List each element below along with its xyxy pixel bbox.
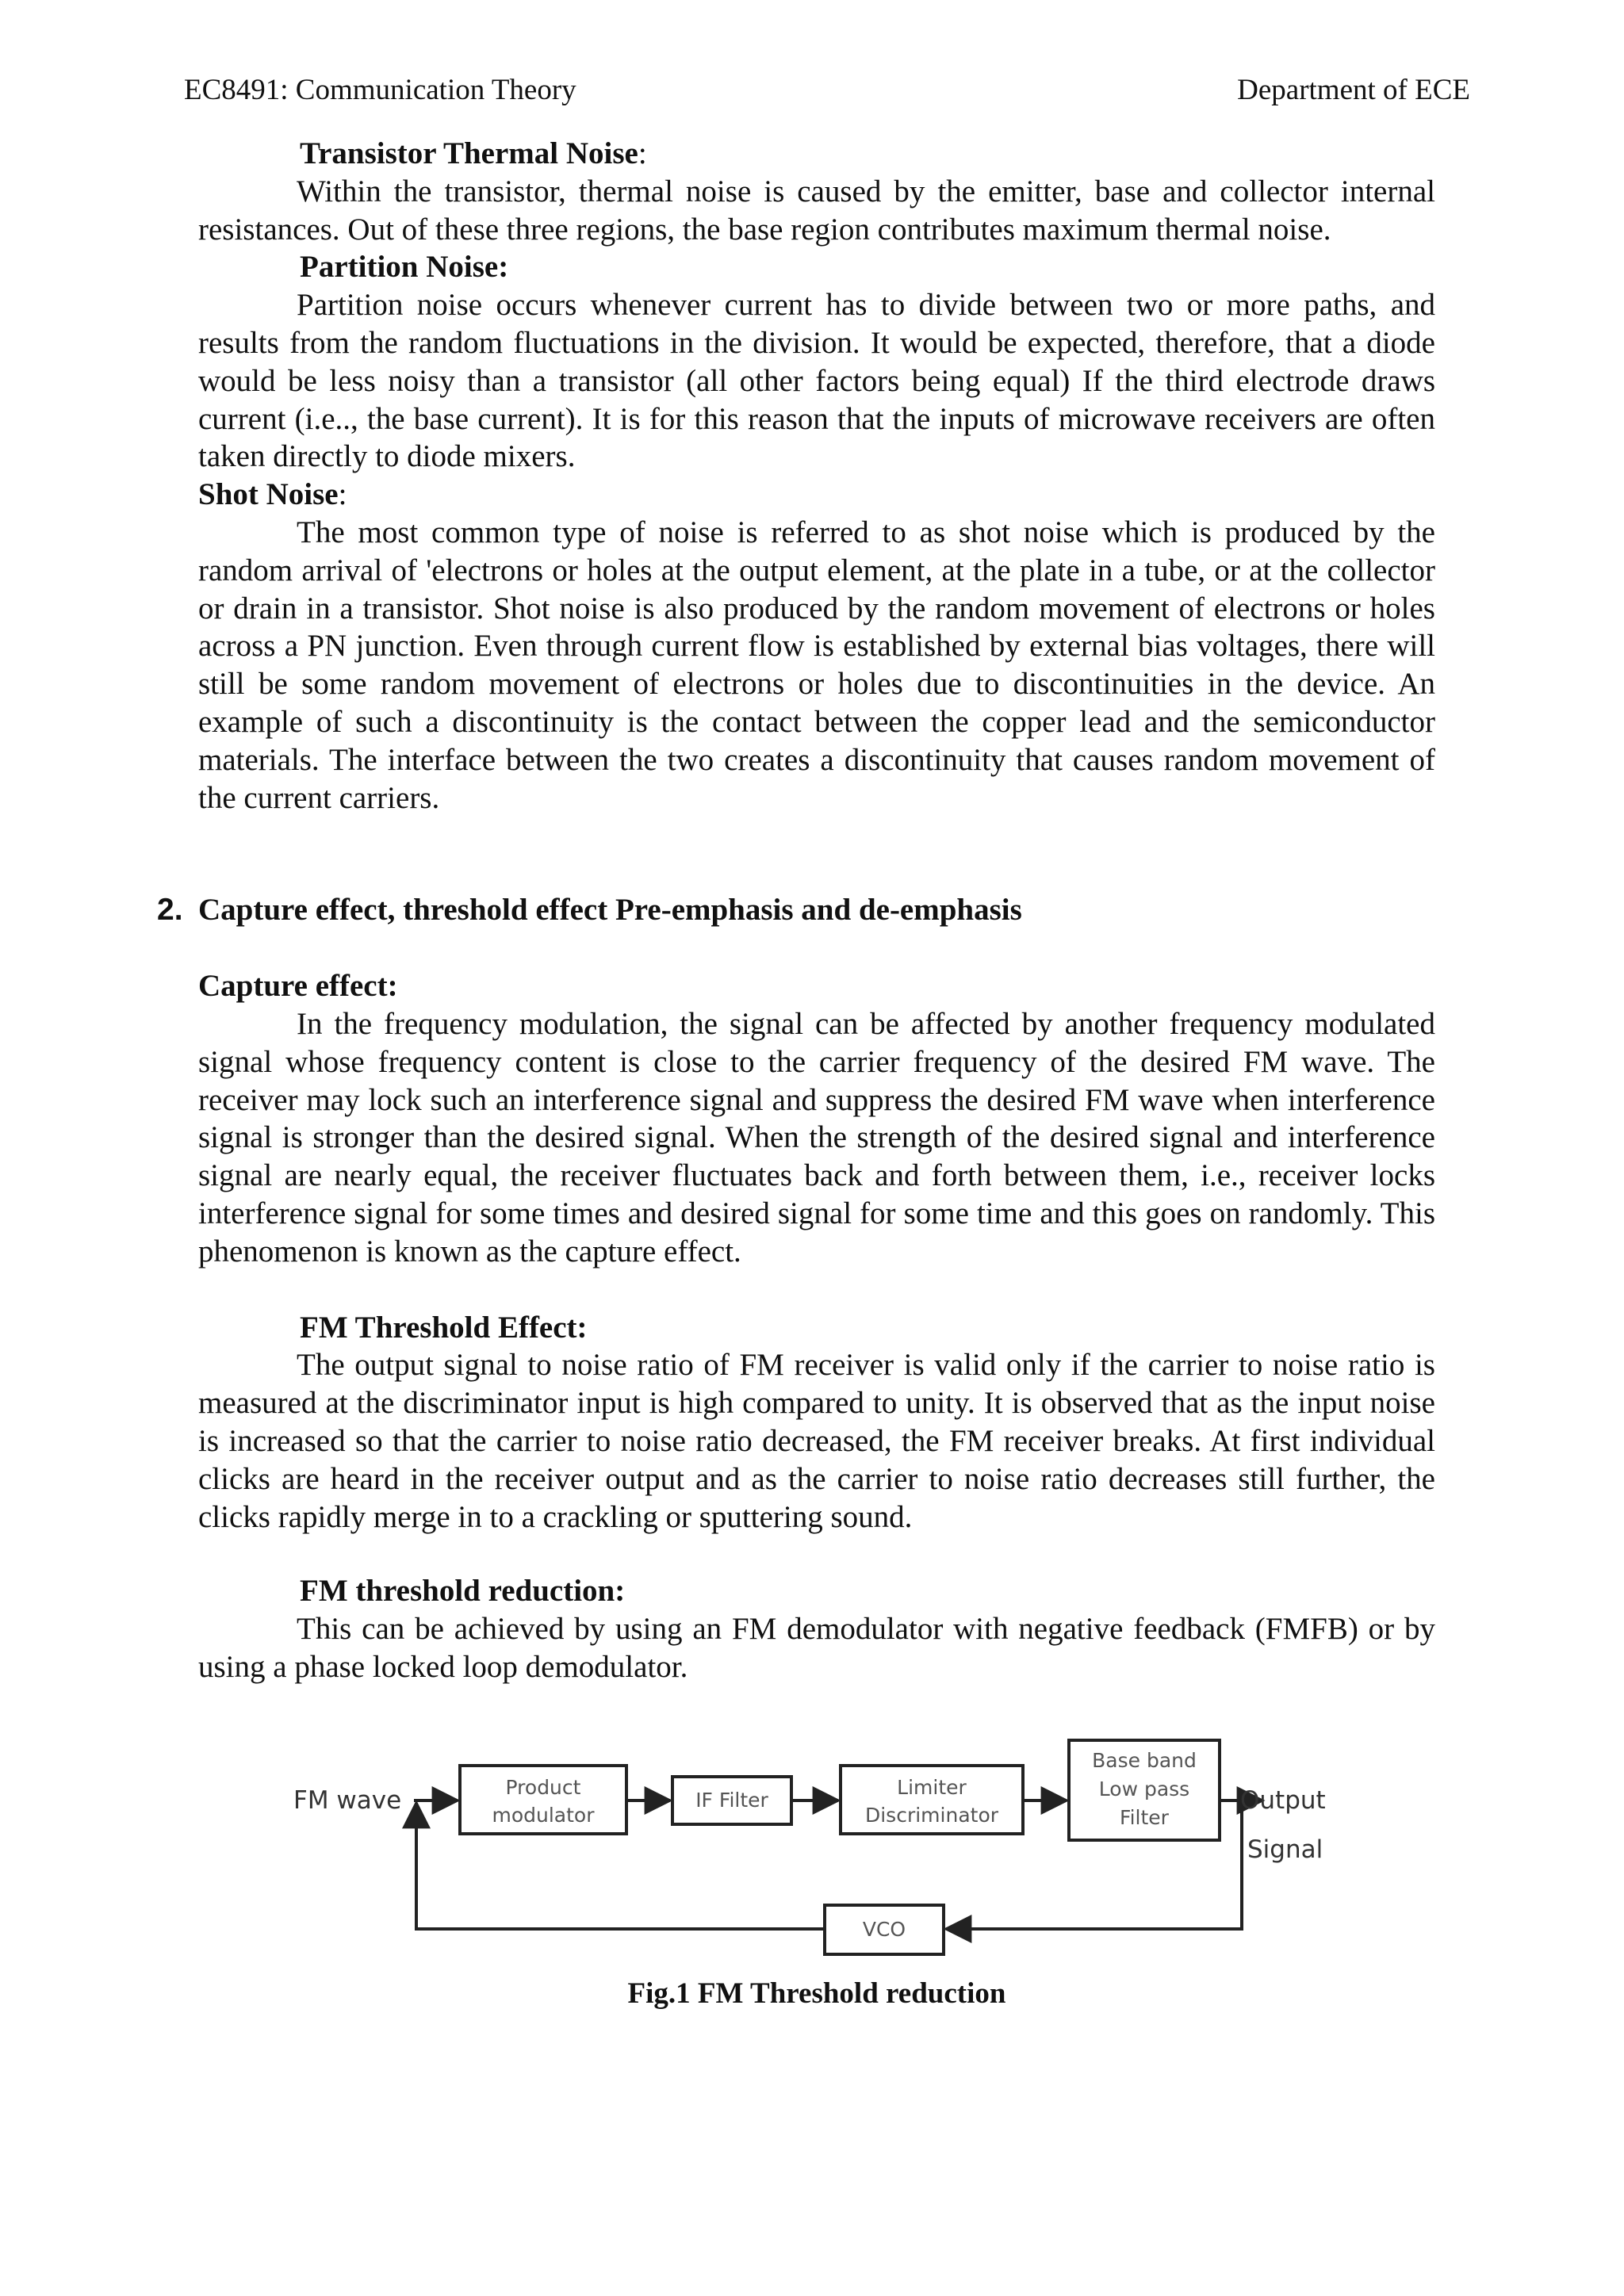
paragraph-reduction: This can be achieved by using an FM demodulator with negative feedback (FMFB) or by using a phase locked loop demodulator.	[198, 1612, 1435, 1684]
signal-label: Signal	[1247, 1835, 1323, 1864]
lpf-label-2: Low pass	[1098, 1777, 1190, 1800]
section-number: 2.	[157, 893, 183, 928]
header-course: EC8491: Communication Theory	[184, 74, 576, 106]
output-label: Output	[1240, 1785, 1326, 1815]
heading-partition-noise: Partition Noise:	[300, 250, 509, 285]
product-label-2: modulator	[492, 1803, 595, 1827]
paragraph-shot: The most common type of noise is referred to as shot noise which is produced by the random arrival of 'electrons or holes at the output element, at the plate in a tube, or at the collector or drain in a transistor. Shot noise is also produced by the random movement of electrons or holes across a PN junction. Even through current flow is established by external bias voltages, there will still be some random movement of electrons or holes due to discontinuities in the device. An example of such a discontinuity is the contact between the copper lead and the semiconductor materials. The interface between the two creates a discontinuity that causes random movement of the current carriers.	[198, 515, 1435, 815]
limiter-label-1: Limiter	[897, 1775, 967, 1799]
product-label-1: Product	[505, 1775, 581, 1799]
if-filter-label: IF Filter	[695, 1788, 768, 1812]
heading-threshold-effect: FM Threshold Effect:	[300, 1310, 588, 1345]
fmfb-block-diagram	[293, 1731, 1356, 1969]
section-title: Capture effect, threshold effect Pre-emphasis and de-emphasis	[198, 893, 1022, 928]
heading-colon: :	[638, 136, 647, 170]
header-department: Department of ECE	[1237, 74, 1470, 106]
vco-label: VCO	[862, 1917, 906, 1941]
heading-capture-effect: Capture effect:	[198, 969, 398, 1004]
fm-wave-label: FM wave	[293, 1785, 402, 1815]
vco-to-input	[416, 1803, 825, 1929]
paragraph-capture: In the frequency modulation, the signal can be affected by another frequency modulated signal whose frequency content is close to the carrier frequency of the desired FM wave. The receiver may lock such an interference signal and suppress the desired FM wave when interference signal is stronger than the desired signal. When the strength of the desired signal and interference signal are nearly equal, the receiver fluctuates back and forth between them, i.e., receiver locks interference signal for some times and desired signal for some time and this goes on randomly. This phenomenon is known as the capture effect.	[198, 1006, 1435, 1269]
heading-colon: :	[338, 477, 347, 512]
document-body	[157, 135, 1435, 2012]
heading-transistor-label: Transistor Thermal Noise	[300, 136, 638, 170]
paragraph-partition: Partition noise occurs whenever current has to divide between two or more paths, and results from the random fluctuations in the division. It would be expected, therefore, that a diode would be less noisy than a transistor (all other factors being equal) If the third electrode draws current (i.e.., the base current). It is for this reason that the inputs of microwave receivers are often taken directly to diode mixers.	[198, 288, 1435, 474]
paragraph-threshold: The output signal to noise ratio of FM receiver is valid only if the carrier to noise ratio is measured at the discriminator input is high compared to unity. It is observed that as the input noise is increased so that the carrier to noise ratio decreased, the FM receiver breaks. At first individual clicks are heard in the receiver output and as the carrier to noise ratio decreases still further, the clicks rapidly merge in to a crackling or sputtering sound.	[198, 1348, 1435, 1534]
figure-caption: Fig.1 FM Threshold reduction	[627, 1976, 1006, 2010]
heading-shot-label: Shot Noise	[198, 477, 339, 512]
section-heading	[157, 891, 1435, 929]
limiter-label-2: Discriminator	[864, 1803, 999, 1827]
paragraph-transistor: Within the transistor, thermal noise is caused by the emitter, base and collector internal resistances. Out of these three regions, the base region contributes maximum thermal noise.	[198, 174, 1435, 247]
lpf-label-3: Filter	[1120, 1805, 1169, 1829]
heading-threshold-reduction: FM threshold reduction:	[300, 1574, 626, 1609]
lpf-label-1: Base band	[1092, 1748, 1197, 1772]
heading-shot-noise	[198, 476, 1435, 514]
heading-transistor-thermal-noise	[198, 135, 1435, 173]
